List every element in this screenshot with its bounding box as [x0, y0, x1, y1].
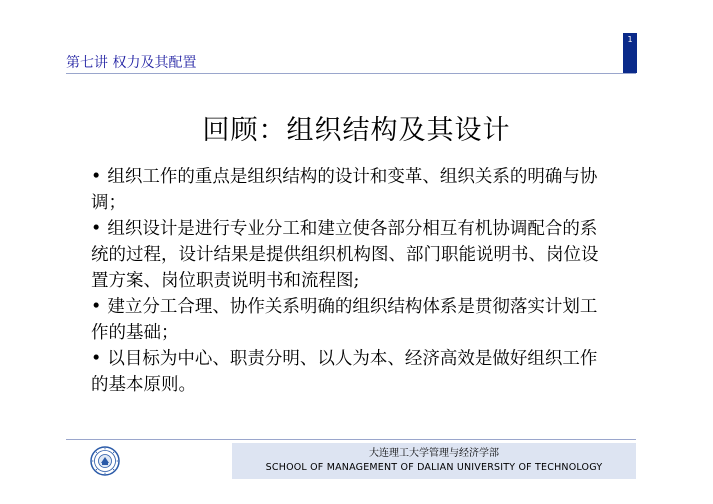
lecture-title: 第七讲 权力及其配置 — [66, 55, 197, 71]
bullet-mark: • — [91, 167, 102, 187]
bullet-text: 以目标为中心、职责分明、以人为本、经济高效是做好组织工作的基本原则。 — [91, 349, 598, 395]
bullet-mark: • — [91, 297, 102, 317]
bullet-item — [91, 346, 611, 398]
bullet-item — [91, 294, 611, 346]
footer-school-cn: 大连理工大学管理与经济学部 — [369, 448, 499, 459]
footer-school-en: SCHOOL OF MANAGEMENT OF DALIAN UNIVERSITY OF TECHNOLOGY — [265, 462, 603, 473]
footer-divider — [66, 439, 636, 440]
bullet-list — [91, 164, 611, 398]
bullet-text: 组织设计是进行专业分工和建立使各部分相互有机协调配合的系统的过程，设计结果是提供组织机构图、部门职能说明书、岗位设置方案、岗位职责说明书和流程图; — [91, 219, 599, 291]
page-number: 1 — [623, 33, 637, 73]
bullet-mark: • — [91, 219, 102, 239]
university-seal-icon — [90, 446, 120, 476]
bullet-item — [91, 164, 611, 216]
slide-heading: 回顾：组织结构及其设计 — [202, 115, 511, 146]
bullet-text: 建立分工合理、协作关系明确的组织结构体系是贯彻落实计划工作的基础； — [91, 297, 598, 343]
bullet-item — [91, 216, 611, 294]
bullet-mark: • — [91, 349, 102, 369]
bullet-text: 组织工作的重点是组织结构的设计和变革、组织关系的明确与协调； — [91, 167, 598, 213]
header-divider — [66, 73, 636, 74]
